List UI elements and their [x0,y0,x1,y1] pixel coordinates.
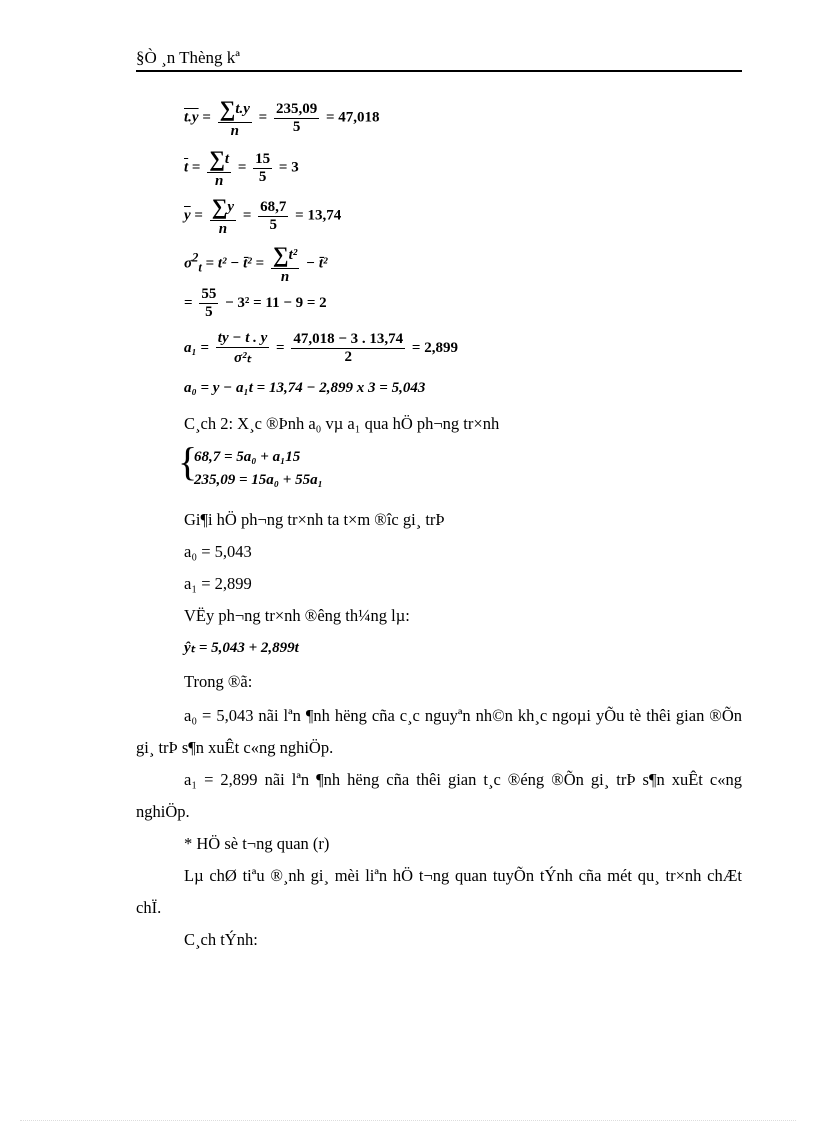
formula-variance: $\sigma^2_t = t^2$ − t̄² = $\frac{\text{∑t²}}{n}$ − t̄² [184,242,328,285]
formula-sum-term: t [224,151,230,167]
formula-a0: a₀ = y − a₁t = 13,74 − 2,899 x 3 = 5,043 [184,380,426,396]
system-row-1: 68,7 = 5a₀ + a₁15 [194,449,301,465]
formula-lhs: $\overline{y}$ [184,207,191,224]
formula-middle: t² − t̄² [217,255,252,272]
formula-tail: − t̄² [305,255,328,272]
page-bottom-border [20,1120,796,1121]
formula-numerator-value: 235,09 [275,100,318,117]
formula-a1: a₁ = $\frac{ty - t . y}{\text{σ²ₜ}}$ = $\frac{47,018 - 3 . 13,74}{2}$ = 2,899 [184,330,458,366]
formula-numerator-value: 55 [201,286,217,302]
formula-t-mean: $\overline{t}$ = $\frac{\sum t}{n}$ = $\frac{15}{5}$ = 3 [184,146,299,189]
page-header-title: §Ò ¸n Thèng kª [136,48,241,67]
formula-denominator-value: 2 [344,349,353,365]
paragraph-r: Lµ chØ tiªu ®¸nh gi¸ mèi liªn hÖ t¬ng quan tuyÕn tÝnh cña mét qu¸ tr×nh chÆt chÏ. [136,866,742,917]
system-row-2: 235,09 = 15a₀ + 55a₁ [194,472,323,488]
formula-result: = 2,899 [411,339,458,356]
formula-denominator-value: 5 [205,304,213,320]
formula-sum-term: t² [288,247,298,263]
method-2-heading: C¸ch 2: X¸c ®Þnh a₀ vµ a₁ qua hÖ ph¬ng tr×nh [184,414,500,433]
formula-y-mean: $\overline{y}$ = $\frac{\sum y}{n}$ = $\frac{68,7}{5}$ = 13,74 [184,194,342,237]
paragraph-a1: a₁ = 2,899 nãi lªn ¶nh hëng cña thêi gian t¸c ®éng ®Õn gi¸ trÞ s¶n xuÊt c«ng nghiÖp. [136,770,742,821]
formula-denominator-value: 5 [269,216,278,233]
formula-result: = 13,74 [295,207,342,224]
a0-value: a₀ = 5,043 [184,542,252,561]
a1-value: a₁ = 2,899 [184,574,252,593]
formula-lhs: t.y [184,109,199,126]
formula-result: − 3² = 11 − 9 = 2 [225,294,327,311]
formula-numerator: ty − t . y [217,330,268,346]
formula-denominator-value: 5 [292,118,301,135]
formula-result: = 3 [278,159,299,176]
formula-lhs: a₁ [184,339,197,356]
trend-equation: ŷₜ = 5,043 + 2,899t [184,640,299,656]
formula-denominator: n [280,269,290,285]
equation-system [178,439,323,492]
formula-lhs: $\overline{t}$ [184,159,189,176]
formula-numerator-value: 68,7 [260,198,287,215]
formula-result: = 47,018 [325,109,380,126]
trend-intro: VËy ph¬ng tr×nh ®êng th¼ng lµ: [184,606,410,625]
system-brace: { [178,439,198,484]
formula-numerator-value: 47,018 − 3 . 13,74 [293,331,404,347]
formula-denominator: n [218,221,228,237]
formula-denominator: n [214,173,224,189]
formula-sum-term: t.y [235,101,250,117]
header-divider [136,70,742,72]
solve-text: Gi¶i hÖ ph¬ng tr×nh ta t×m ®îc gi¸ trÞ [184,510,445,529]
formula-sum-term: y [227,199,235,215]
formula-variance-calc: = $\frac{55}{5}$ − 3² = 11 − 9 = 2 [184,286,327,320]
formula-lhs: σ [184,255,193,272]
formula-denominator: σ²ₜ [234,350,252,366]
formula-denominator-value: 5 [258,168,267,185]
formula-numerator-value: 15 [255,150,271,167]
calculation-label: C¸ch tÝnh: [184,930,258,949]
correlation-heading: * HÖ sè t¬ng quan (r) [184,834,330,853]
formula-ty-mean: t.y = $\frac{\sum t.y}{n}$ = $\frac{235,09}{5}$ = 47,018 [184,96,380,139]
formula-denominator: n [230,123,239,139]
paragraph-a0: a₀ = 5,043 nãi lªn ¶nh hëng cña c¸c nguyªn nh©n kh¸c ngoµi yÕu tè thêi gian ®Õn gi¸ trÞ s¶n xuÊt c«ng nghiÖp. [136,706,742,757]
trong-do-label: Trong ®ã: [184,672,253,691]
